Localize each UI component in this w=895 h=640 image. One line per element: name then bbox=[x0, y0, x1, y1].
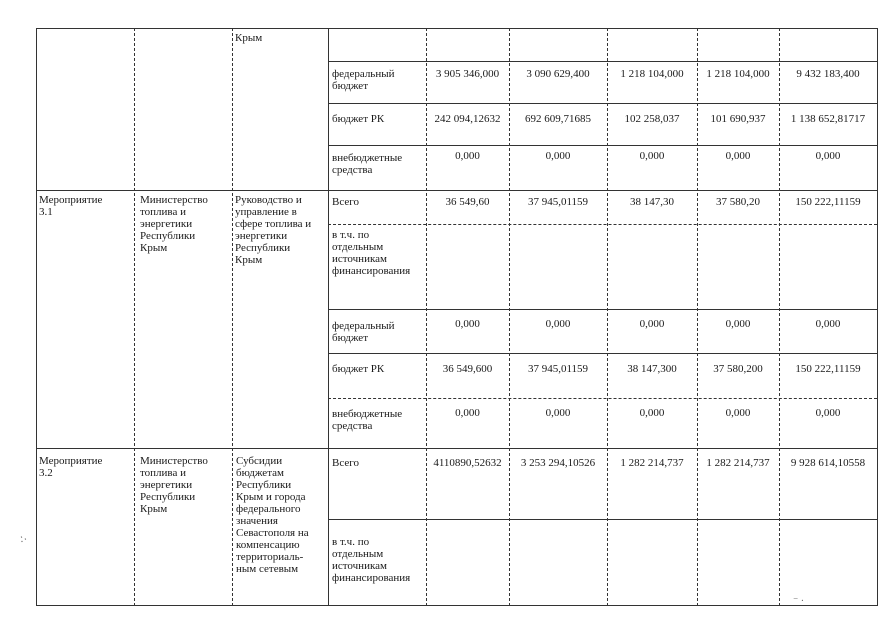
row-divider bbox=[328, 103, 877, 104]
cell-value: 1 138 652,81717 bbox=[790, 113, 866, 125]
cell-value: 0,000 bbox=[639, 407, 665, 419]
cell-value: 0,000 bbox=[725, 150, 751, 162]
cell-value: 3 090 629,400 bbox=[526, 68, 590, 80]
cell-value: 4110890,52632 bbox=[433, 457, 502, 469]
cell-measure-name: Мероприятие 3.1 bbox=[39, 194, 103, 218]
cell-value: 9 928 614,10558 bbox=[790, 457, 866, 469]
table-border-bottom bbox=[36, 605, 877, 606]
row-divider bbox=[36, 448, 877, 449]
cell-value: 0,000 bbox=[545, 407, 571, 419]
row-divider bbox=[328, 61, 877, 62]
row-divider bbox=[328, 145, 877, 146]
table-border-right bbox=[877, 28, 878, 606]
cell-value: 9 432 183,400 bbox=[796, 68, 860, 80]
cell-value: 0,000 bbox=[545, 318, 571, 330]
scan-artifact: ⁻ · bbox=[793, 596, 805, 607]
cell-value: 242 094,12632 bbox=[434, 113, 501, 125]
cell-description: Руководство и управление в сфере топлива и энергетики Республики Крым bbox=[235, 194, 312, 266]
cell-source-breakdown: в т.ч. по отдельным источникам финансирования bbox=[332, 536, 411, 584]
cell-source-extra: внебюджетные средства bbox=[332, 408, 403, 432]
cell-value: 102 258,037 bbox=[624, 113, 680, 125]
cell-value: 36 549,600 bbox=[442, 363, 493, 375]
cell-source-breakdown: в т.ч. по отдельным источникам финансирования bbox=[332, 229, 411, 277]
cell-value: 150 222,11159 bbox=[795, 196, 861, 208]
cell-responsible-continuation: Крым bbox=[235, 32, 263, 44]
cell-source-federal: федеральный бюджет bbox=[332, 68, 395, 92]
scan-artifact: ∴ bbox=[17, 533, 29, 546]
cell-value: 0,000 bbox=[725, 407, 751, 419]
row-divider bbox=[328, 519, 877, 520]
row-divider bbox=[36, 190, 877, 191]
cell-source-extra: внебюджетные средства bbox=[332, 152, 403, 176]
cell-description: Субсидии бюджетам Республики Крым и города федерального значения Севастополя на компенсацию территориаль- ным сетевым bbox=[236, 455, 309, 575]
cell-source-rk: бюджет РК bbox=[332, 113, 385, 125]
column-divider bbox=[134, 28, 135, 606]
cell-value: 1 218 104,000 bbox=[620, 68, 684, 80]
cell-value: 0,000 bbox=[455, 150, 480, 162]
cell-value: 101 690,937 bbox=[710, 113, 766, 125]
cell-source-federal: федеральный бюджет bbox=[332, 320, 395, 344]
cell-value: 0,000 bbox=[725, 318, 751, 330]
table-border-left bbox=[36, 28, 37, 606]
cell-value: 1 218 104,000 bbox=[706, 68, 770, 80]
cell-value: 3 253 294,10526 bbox=[520, 457, 596, 469]
cell-source-total: Всего bbox=[332, 457, 359, 469]
column-divider bbox=[232, 28, 233, 606]
cell-value: 36 549,60 bbox=[445, 196, 490, 208]
cell-executor: Министерство топлива и энергетики Республики Крым bbox=[140, 455, 208, 515]
row-divider bbox=[328, 309, 877, 310]
table-border-top bbox=[36, 28, 877, 29]
cell-value: 0,000 bbox=[545, 150, 571, 162]
row-divider bbox=[328, 224, 877, 225]
cell-value: 150 222,11159 bbox=[795, 363, 861, 375]
cell-value: 0,000 bbox=[639, 318, 665, 330]
cell-value: 0,000 bbox=[455, 407, 480, 419]
cell-source-total: Всего bbox=[332, 196, 359, 208]
cell-value: 0,000 bbox=[815, 407, 841, 419]
cell-source-rk: бюджет РК bbox=[332, 363, 385, 375]
cell-value: 0,000 bbox=[815, 150, 841, 162]
row-divider bbox=[328, 353, 877, 354]
cell-executor: Министерство топлива и энергетики Республики Крым bbox=[140, 194, 208, 254]
cell-value: 38 147,30 bbox=[630, 196, 674, 208]
cell-value: 692 609,71685 bbox=[525, 113, 591, 125]
cell-value: 37 580,20 bbox=[716, 196, 760, 208]
cell-value: 37 580,200 bbox=[713, 363, 763, 375]
cell-value: 0,000 bbox=[639, 150, 665, 162]
cell-value: 1 282 214,737 bbox=[620, 457, 684, 469]
cell-value: 38 147,300 bbox=[627, 363, 677, 375]
cell-value: 1 282 214,737 bbox=[706, 457, 770, 469]
cell-value: 37 945,01159 bbox=[527, 196, 589, 208]
cell-value: 37 945,01159 bbox=[527, 363, 589, 375]
cell-value: 0,000 bbox=[455, 318, 480, 330]
cell-value: 3 905 346,000 bbox=[435, 68, 500, 80]
row-divider bbox=[328, 398, 877, 399]
cell-measure-name: Мероприятие 3.2 bbox=[39, 455, 103, 479]
cell-value: 0,000 bbox=[815, 318, 841, 330]
